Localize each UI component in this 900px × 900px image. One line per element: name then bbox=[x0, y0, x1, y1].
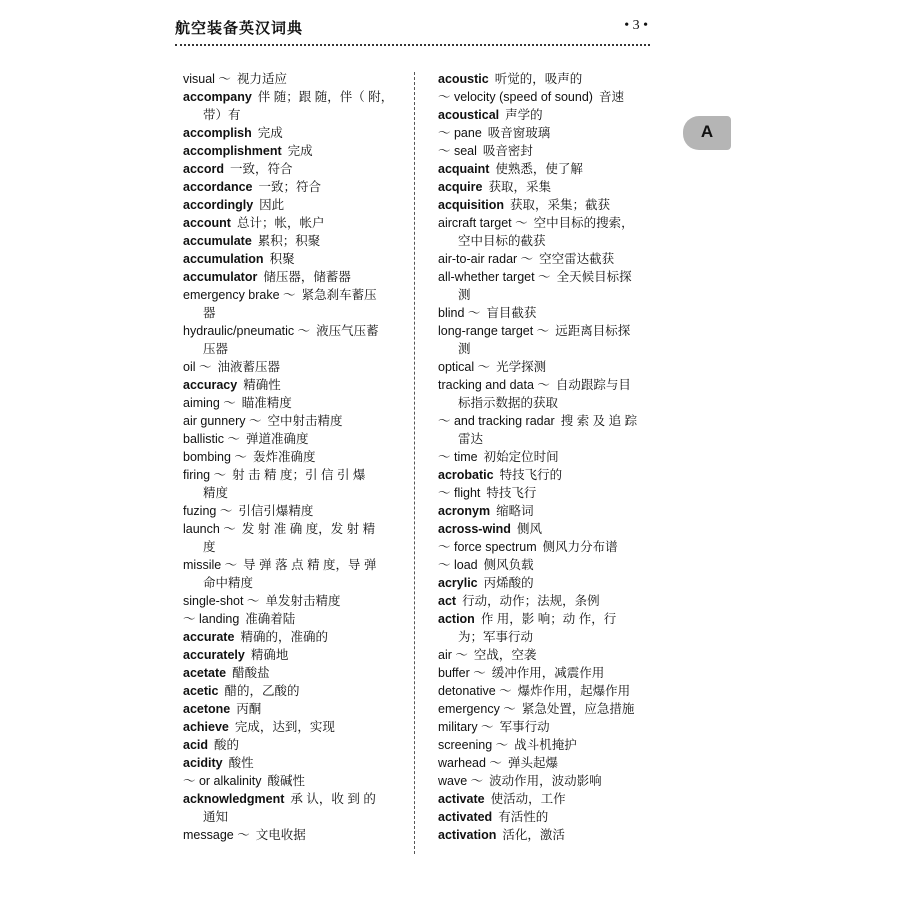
entry-definition: 空空雷达截获 bbox=[539, 252, 615, 266]
dictionary-entry bbox=[438, 556, 656, 574]
entry-headword: tracking and data ～ bbox=[438, 378, 550, 392]
entry-headword: aiming ～ bbox=[183, 396, 236, 410]
entry-headword: fuzing ～ bbox=[183, 504, 233, 518]
dictionary-entry bbox=[183, 412, 401, 430]
entry-definition: 精确性 bbox=[243, 378, 281, 392]
dictionary-entry bbox=[183, 286, 401, 304]
entry-headword: acetate bbox=[183, 666, 227, 680]
dictionary-entry bbox=[438, 718, 656, 736]
entry-headword: activation bbox=[438, 828, 497, 842]
entry-headword: air-to-air radar ～ bbox=[438, 252, 534, 266]
dictionary-entry bbox=[183, 556, 401, 574]
dictionary-entry bbox=[183, 628, 401, 646]
entry-continuation: 器 bbox=[203, 306, 216, 320]
dictionary-entry bbox=[183, 826, 401, 844]
entry-definition: 酸性 bbox=[228, 756, 254, 770]
entry-headword: ～ pane bbox=[438, 126, 482, 140]
entry-continuation: 雷达 bbox=[458, 432, 484, 446]
entry-continuation: 度 bbox=[203, 540, 216, 554]
dictionary-entry bbox=[183, 718, 401, 736]
dictionary-entry bbox=[438, 754, 656, 772]
entry-definition: 伴 随；跟 随，伴（ 附， bbox=[257, 90, 394, 104]
entry-continuation: 为；军事行动 bbox=[458, 630, 534, 644]
entry-definition: 酸的 bbox=[214, 738, 240, 752]
dictionary-entry bbox=[183, 70, 401, 88]
dictionary-entry bbox=[438, 106, 656, 124]
dictionary-entry bbox=[438, 178, 656, 196]
entry-headword: ～ time bbox=[438, 450, 478, 464]
entry-definition: 自动跟踪与目 bbox=[555, 378, 631, 392]
entry-definition: 盲目截获 bbox=[486, 306, 537, 320]
entry-definition: 弹道准确度 bbox=[245, 432, 309, 446]
entry-definition: 全天候目标探 bbox=[556, 270, 632, 284]
entry-definition: 酸碱性 bbox=[267, 774, 306, 788]
entry-definition: 使熟悉，使了解 bbox=[495, 162, 583, 176]
dictionary-entry bbox=[438, 142, 656, 160]
dictionary-entry bbox=[438, 160, 656, 178]
thumb-index-tab bbox=[683, 116, 731, 150]
entry-headword: wave ～ bbox=[438, 774, 484, 788]
dictionary-entry bbox=[438, 268, 656, 286]
thumb-index-letter: A bbox=[700, 122, 714, 141]
entry-headword: detonative ～ bbox=[438, 684, 512, 698]
entry-headword: acrylic bbox=[438, 576, 478, 590]
dictionary-entry bbox=[438, 358, 656, 376]
dictionary-entry bbox=[438, 790, 656, 808]
entry-headword: emergency ～ bbox=[438, 702, 516, 716]
entry-continuation: 空中目标的截获 bbox=[458, 234, 546, 248]
dictionary-entry bbox=[183, 250, 401, 268]
entry-headword: acquire bbox=[438, 180, 483, 194]
entry-definition: 空中目标的搜索， bbox=[533, 216, 634, 230]
entry-definition: 丙酮 bbox=[236, 702, 262, 716]
entry-headword: optical ～ bbox=[438, 360, 491, 374]
dictionary-entry bbox=[438, 646, 656, 664]
entry-definition: 声学的 bbox=[505, 108, 543, 122]
entry-definition: 空中射击精度 bbox=[267, 414, 343, 428]
entry-definition: 引信引爆精度 bbox=[238, 504, 314, 518]
entry-definition: 作 用，影 响；动 作，行 bbox=[480, 612, 617, 626]
entry-definition: 吸音密封 bbox=[482, 144, 533, 158]
entry-definition: 射 击 精 度；引 信 引 爆 bbox=[232, 468, 366, 482]
entry-headword: activated bbox=[438, 810, 493, 824]
dictionary-entry bbox=[183, 430, 401, 448]
dictionary-entry bbox=[438, 700, 656, 718]
dictionary-entry bbox=[438, 304, 656, 322]
dictionary-entry bbox=[183, 448, 401, 466]
dictionary-entry bbox=[183, 592, 401, 610]
entry-headword: air gunnery ～ bbox=[183, 414, 262, 428]
dictionary-entry bbox=[438, 610, 656, 628]
entry-headword: accumulate bbox=[183, 234, 252, 248]
dictionary-entry bbox=[183, 502, 401, 520]
entry-headword: activate bbox=[438, 792, 485, 806]
entry-headword: bombing ～ bbox=[183, 450, 247, 464]
entry-definition: 瞄准精度 bbox=[241, 396, 292, 410]
entry-headword: accurate bbox=[183, 630, 235, 644]
entry-headword: ～ flight bbox=[438, 486, 481, 500]
entry-headword: blind ～ bbox=[438, 306, 481, 320]
entry-headword: acid bbox=[183, 738, 209, 752]
entry-definition: 导 弹 落 点 精 度，导 弹 bbox=[243, 558, 377, 572]
dictionary-entry bbox=[438, 448, 656, 466]
entry-definition: 丙烯酸的 bbox=[483, 576, 534, 590]
dictionary-title: 航空装备英汉词典 bbox=[175, 20, 304, 37]
entry-headword: accordance bbox=[183, 180, 253, 194]
dictionary-entry bbox=[183, 610, 401, 628]
entry-definition: 缓冲作用，减震作用 bbox=[491, 666, 605, 680]
entry-definition: 完成，达到，实现 bbox=[234, 720, 335, 734]
dictionary-entry bbox=[438, 772, 656, 790]
entry-headword: accompany bbox=[183, 90, 252, 104]
entry-definition: 光学探测 bbox=[496, 360, 547, 374]
entry-headword: acronym bbox=[438, 504, 491, 518]
dictionary-entry bbox=[438, 322, 656, 340]
dictionary-entry bbox=[438, 538, 656, 556]
dictionary-entry bbox=[183, 88, 401, 106]
entry-definition: 音速 bbox=[598, 90, 624, 104]
dictionary-entry bbox=[183, 358, 401, 376]
entry-definition: 波动作用，波动影响 bbox=[489, 774, 602, 788]
entry-headword: hydraulic/pneumatic ～ bbox=[183, 324, 311, 338]
entry-headword: visual ～ bbox=[183, 72, 231, 86]
entry-definition: 获取，采集；截获 bbox=[509, 198, 610, 212]
entry-definition: 有活性的 bbox=[498, 810, 549, 824]
entry-definition: 紧急处置，应急措施 bbox=[521, 702, 635, 716]
entry-definition: 精确地 bbox=[250, 648, 289, 662]
dictionary-entry bbox=[438, 376, 656, 394]
entry-definition: 获取，采集 bbox=[488, 180, 551, 194]
dictionary-entry bbox=[183, 268, 401, 286]
entry-definition: 一致；符合 bbox=[258, 180, 321, 194]
dictionary-entry bbox=[438, 826, 656, 844]
entry-definition: 爆炸作用，起爆作用 bbox=[517, 684, 631, 698]
entry-headword: firing ～ bbox=[183, 468, 227, 482]
entry-headword: acetone bbox=[183, 702, 231, 716]
entry-definition: 弹头起爆 bbox=[507, 756, 558, 770]
dictionary-entry bbox=[183, 124, 401, 142]
dictionary-entry bbox=[183, 700, 401, 718]
dictionary-entry bbox=[183, 394, 401, 412]
dictionary-entry bbox=[438, 412, 656, 430]
entry-headword: ballistic ～ bbox=[183, 432, 240, 446]
entry-definition: 军事行动 bbox=[499, 720, 550, 734]
entry-definition: 活化，激活 bbox=[502, 828, 565, 842]
entry-definition: 一致，符合 bbox=[230, 162, 293, 176]
dictionary-entry bbox=[438, 484, 656, 502]
entry-definition: 因此 bbox=[259, 198, 285, 212]
entry-headword: message ～ bbox=[183, 828, 250, 842]
entry-continuation: 压器 bbox=[203, 342, 229, 356]
entry-headword: buffer ～ bbox=[438, 666, 486, 680]
dictionary-entry bbox=[183, 232, 401, 250]
page-header bbox=[175, 12, 650, 46]
entry-definition: 初始定位时间 bbox=[483, 450, 559, 464]
entry-headword: ～ velocity (speed of sound) bbox=[438, 90, 593, 104]
entry-definition: 听觉的，吸声的 bbox=[494, 72, 583, 86]
entry-headword: single-shot ～ bbox=[183, 594, 260, 608]
entry-definition: 轰炸准确度 bbox=[252, 450, 316, 464]
entry-headword: accuracy bbox=[183, 378, 238, 392]
entry-headword: across-wind bbox=[438, 522, 511, 536]
column-divider bbox=[414, 72, 415, 854]
entry-continuation: 命中精度 bbox=[203, 576, 254, 590]
entry-headword: accord bbox=[183, 162, 224, 176]
dictionary-entry bbox=[183, 322, 401, 340]
entry-definition: 远距离目标探 bbox=[555, 324, 631, 338]
entry-continuation: 测 bbox=[458, 342, 471, 356]
entry-definition: 特技飞行 bbox=[486, 486, 537, 500]
dictionary-entry bbox=[438, 664, 656, 682]
entry-headword: long-range target ～ bbox=[438, 324, 550, 338]
entry-headword: ～ and tracking radar bbox=[438, 414, 555, 428]
entry-definition: 累积；积聚 bbox=[257, 234, 321, 248]
entry-headword: warhead ～ bbox=[438, 756, 502, 770]
entry-definition: 准确着陆 bbox=[245, 612, 296, 626]
page-number: • 3 • bbox=[624, 18, 648, 33]
dictionary-entry bbox=[438, 736, 656, 754]
entry-headword: acoustic bbox=[438, 72, 489, 86]
entry-headword: aircraft target ～ bbox=[438, 216, 528, 230]
dictionary-entry bbox=[438, 592, 656, 610]
dictionary-entry bbox=[438, 808, 656, 826]
entry-definition: 特技飞行的 bbox=[499, 468, 563, 482]
entry-definition: 积聚 bbox=[269, 252, 295, 266]
dictionary-entry bbox=[438, 520, 656, 538]
dictionary-entry bbox=[183, 142, 401, 160]
entry-definition: 醋酸盐 bbox=[232, 666, 270, 680]
entry-definition: 空战，空袭 bbox=[473, 648, 537, 662]
entry-headword: acknowledgment bbox=[183, 792, 285, 806]
entry-definition: 侧风负载 bbox=[483, 558, 534, 572]
entry-headword: screening ～ bbox=[438, 738, 509, 752]
entry-definition: 承 认，收 到 的 bbox=[290, 792, 376, 806]
entry-headword: ～ or alkalinity bbox=[183, 774, 262, 788]
entry-headword: accomplish bbox=[183, 126, 252, 140]
entry-definition: 单发射击精度 bbox=[265, 594, 341, 608]
dictionary-entry bbox=[183, 376, 401, 394]
entry-headword: acquisition bbox=[438, 198, 504, 212]
entry-continuation: 通知 bbox=[203, 810, 229, 824]
dictionary-entry bbox=[183, 736, 401, 754]
entry-headword: ～ seal bbox=[438, 144, 477, 158]
dictionary-entry bbox=[183, 520, 401, 538]
left-column bbox=[183, 70, 401, 844]
entry-headword: military ～ bbox=[438, 720, 494, 734]
dictionary-entry bbox=[438, 250, 656, 268]
entry-headword: accumulator bbox=[183, 270, 258, 284]
dictionary-entry bbox=[438, 466, 656, 484]
entry-headword: acquaint bbox=[438, 162, 490, 176]
dictionary-entry bbox=[183, 682, 401, 700]
entry-continuation: 精度 bbox=[203, 486, 229, 500]
entry-definition: 醋的，乙酸的 bbox=[224, 684, 300, 698]
dictionary-entry bbox=[183, 646, 401, 664]
entry-continuation: 带）有 bbox=[203, 108, 241, 122]
entry-definition: 总计；帐，帐户 bbox=[236, 216, 325, 230]
entry-headword: air ～ bbox=[438, 648, 468, 662]
entry-headword: act bbox=[438, 594, 457, 608]
entry-definition: 搜 索 及 追 踪 bbox=[560, 414, 638, 428]
entry-headword: accumulation bbox=[183, 252, 264, 266]
dictionary-entry bbox=[438, 502, 656, 520]
dictionary-entry bbox=[438, 70, 656, 88]
entry-headword: acidity bbox=[183, 756, 223, 770]
entry-definition: 使活动，工作 bbox=[490, 792, 566, 806]
entry-definition: 视力适应 bbox=[236, 72, 287, 86]
entry-headword: acoustical bbox=[438, 108, 500, 122]
dictionary-entry bbox=[183, 160, 401, 178]
entry-headword: emergency brake ～ bbox=[183, 288, 296, 302]
entry-headword: accurately bbox=[183, 648, 245, 662]
entry-headword: accordingly bbox=[183, 198, 254, 212]
dictionary-entry bbox=[438, 124, 656, 142]
dictionary-entry bbox=[438, 196, 656, 214]
dictionary-entry bbox=[183, 790, 401, 808]
entry-headword: ～ landing bbox=[183, 612, 240, 626]
dictionary-entry bbox=[438, 214, 656, 232]
entry-definition: 吸音窗玻璃 bbox=[487, 126, 551, 140]
entry-definition: 文电收据 bbox=[255, 828, 306, 842]
entry-headword: acrobatic bbox=[438, 468, 494, 482]
right-column bbox=[438, 70, 656, 844]
entry-definition: 完成 bbox=[287, 144, 313, 158]
entry-headword: accomplishment bbox=[183, 144, 282, 158]
entry-definition: 紧急刹车蓄压 bbox=[301, 288, 377, 302]
entry-definition: 油液蓄压器 bbox=[217, 360, 280, 374]
entry-definition: 液压气压蓄 bbox=[316, 324, 379, 338]
entry-definition: 侧风 bbox=[516, 522, 542, 536]
entry-definition: 储压器，储蓄器 bbox=[263, 270, 351, 284]
dictionary-entry bbox=[438, 88, 656, 106]
entry-headword: missile ～ bbox=[183, 558, 238, 572]
dictionary-entry bbox=[183, 196, 401, 214]
entry-definition: 侧风力分布谱 bbox=[542, 540, 618, 554]
entry-headword: all-whether target ～ bbox=[438, 270, 551, 284]
dictionary-entry bbox=[438, 682, 656, 700]
dictionary-entry bbox=[438, 574, 656, 592]
entry-definition: 精确的，准确的 bbox=[240, 630, 328, 644]
dictionary-entry bbox=[183, 178, 401, 196]
entry-headword: achieve bbox=[183, 720, 229, 734]
entry-definition: 战斗机掩护 bbox=[514, 738, 577, 752]
entry-continuation: 标指示数据的获取 bbox=[458, 396, 559, 410]
entry-definition: 完成 bbox=[257, 126, 283, 140]
dictionary-entry bbox=[183, 466, 401, 484]
dictionary-entry bbox=[183, 754, 401, 772]
dictionary-entry bbox=[183, 772, 401, 790]
entry-headword: oil ～ bbox=[183, 360, 212, 374]
entry-headword: action bbox=[438, 612, 475, 626]
entry-headword: launch ～ bbox=[183, 522, 236, 536]
entry-headword: ～ load bbox=[438, 558, 478, 572]
entry-definition: 缩略词 bbox=[496, 504, 534, 518]
entry-headword: acetic bbox=[183, 684, 219, 698]
entry-definition: 发 射 准 确 度，发 射 精 bbox=[241, 522, 376, 536]
dictionary-entry bbox=[183, 664, 401, 682]
entry-headword: ～ force spectrum bbox=[438, 540, 537, 554]
entry-definition: 行动，动作；法规，条例 bbox=[462, 594, 600, 608]
entry-continuation: 测 bbox=[458, 288, 471, 302]
entry-headword: account bbox=[183, 216, 231, 230]
dictionary-entry bbox=[183, 214, 401, 232]
